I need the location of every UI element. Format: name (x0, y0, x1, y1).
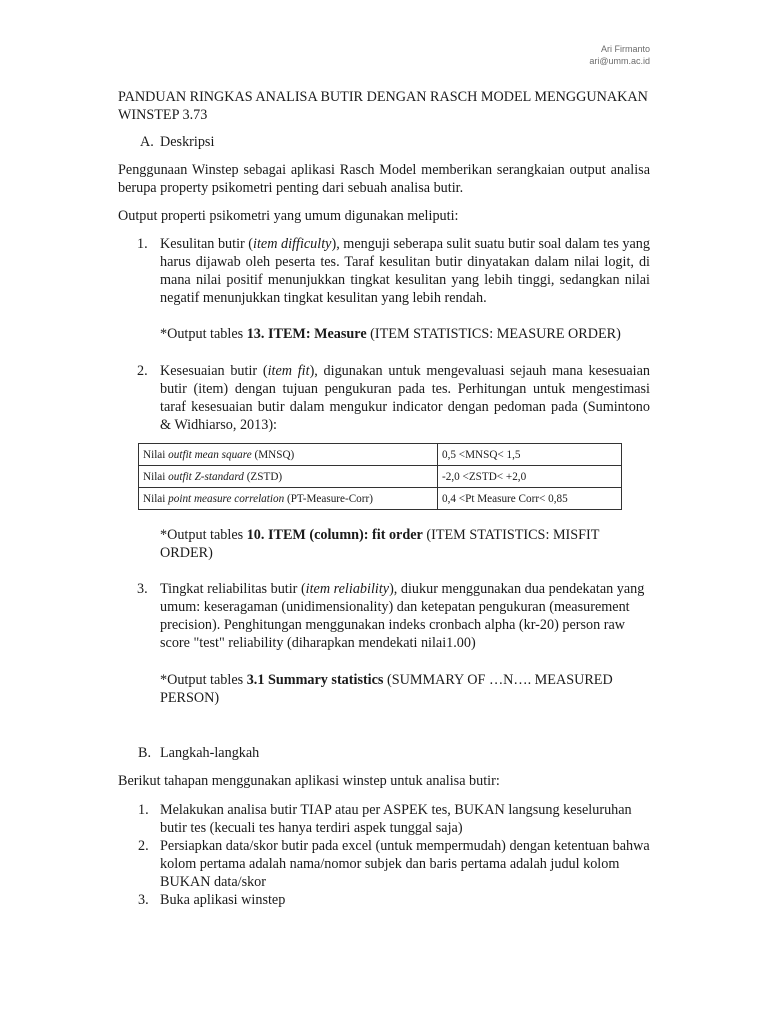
item-2-output: *Output tables 10. ITEM (column): fit order (ITEM STATISTICS: MISFIT ORDER) (160, 527, 600, 561)
section-a-marker: A. (140, 134, 154, 150)
page-header (589, 43, 650, 67)
header-email: ari@umm.ac.id (589, 56, 650, 66)
fit-criteria-table (138, 443, 622, 510)
criteria-label: Nilai outfit mean square (MNSQ) (139, 444, 438, 466)
item-2-number: 2. (137, 363, 148, 379)
item-3-text: Tingkat reliabilitas butir (item reliability), diukur menggunakan dua pendekatan yang umum: keseragaman (unidimensionality) dan ketepatan pengukuran (measurement precision). Penghitungan menggunakan indeks cronbach alpha (kr-20) person raw score "test" reliability (diharapkan mendekati nilai1.00) (160, 581, 645, 651)
criteria-value: -2,0 <ZSTD< +2,0 (438, 466, 622, 488)
section-b-marker: B. (138, 745, 152, 761)
section-a-heading: Deskripsi (160, 134, 215, 150)
item-1-output: *Output tables 13. ITEM: Measure (ITEM STATISTICS: MEASURE ORDER) (160, 326, 621, 342)
step-1-text: Melakukan analisa butir TIAP atau per ASPEK tes, BUKAN langsung keseluruhan butir tes (kecuali tes hanya terdiri aspek tunggal saja) (160, 802, 632, 836)
document-title: PANDUAN RINGKAS ANALISA BUTIR DENGAN RASCH MODEL MENGGUNAKAN WINSTEP 3.73 (118, 89, 648, 123)
criteria-label: Nilai point measure correlation (PT-Measure-Corr) (139, 488, 438, 510)
table-row (139, 444, 622, 466)
step-1-number: 1. (138, 802, 149, 818)
section-a-intro: Penggunaan Winstep sebagai aplikasi Rasch Model memberikan serangkaian output analisa berupa property psikometri penting dari sebuah analisa butir. (118, 162, 650, 196)
step-3-number: 3. (138, 892, 149, 908)
item-3-number: 3. (137, 581, 148, 597)
criteria-value: 0,4 <Pt Measure Corr< 0,85 (438, 488, 622, 510)
item-2-text: Kesesuaian butir (item fit), digunakan untuk mengevaluasi sejauh mana kesesuaian butir (item) dengan tujuan pengukuran pada tes. Perhitungan untuk mengestimasi taraf kesesuaian butir dalam mengukur indicator dengan pedoman pada (Sumintono & Widhiarso, 2013): (160, 363, 650, 433)
item-1-number: 1. (137, 236, 148, 252)
item-1-text: Kesulitan butir (item difficulty), menguji seberapa sulit suatu butir soal dalam tes yang harus dijawab oleh peserta tes. Taraf kesulitan butir dinyatakan dalam nilai logit, di mana nilai positif menunjukkan tingkat kesulitan yang lebih tinggi, sedangkan nilai negatif menunjukkan tingkat kesulitan yang lebih rendah. (160, 236, 650, 306)
criteria-label: Nilai outfit Z-standard (ZSTD) (139, 466, 438, 488)
section-b-heading: Langkah-langkah (160, 745, 260, 761)
criteria-value: 0,5 <MNSQ< 1,5 (438, 444, 622, 466)
step-2-number: 2. (138, 838, 149, 854)
table-row (139, 466, 622, 488)
section-b-lead: Berikut tahapan menggunakan aplikasi winstep untuk analisa butir: (118, 773, 500, 789)
header-author: Ari Firmanto (600, 44, 650, 54)
step-3-text: Buka aplikasi winstep (160, 892, 286, 908)
step-2-text: Persiapkan data/skor butir pada excel (untuk mempermudah) dengan ketentuan bahwa kolom pertama adalah nama/nomor subjek dan baris pertama adalah judul kolom BUKAN data/skor (160, 838, 650, 890)
item-3-output: *Output tables 3.1 Summary statistics (SUMMARY OF …N…. MEASURED PERSON) (160, 672, 613, 706)
table-row (139, 488, 622, 510)
section-a-lead: Output properti psikometri yang umum digunakan meliputi: (118, 208, 459, 224)
